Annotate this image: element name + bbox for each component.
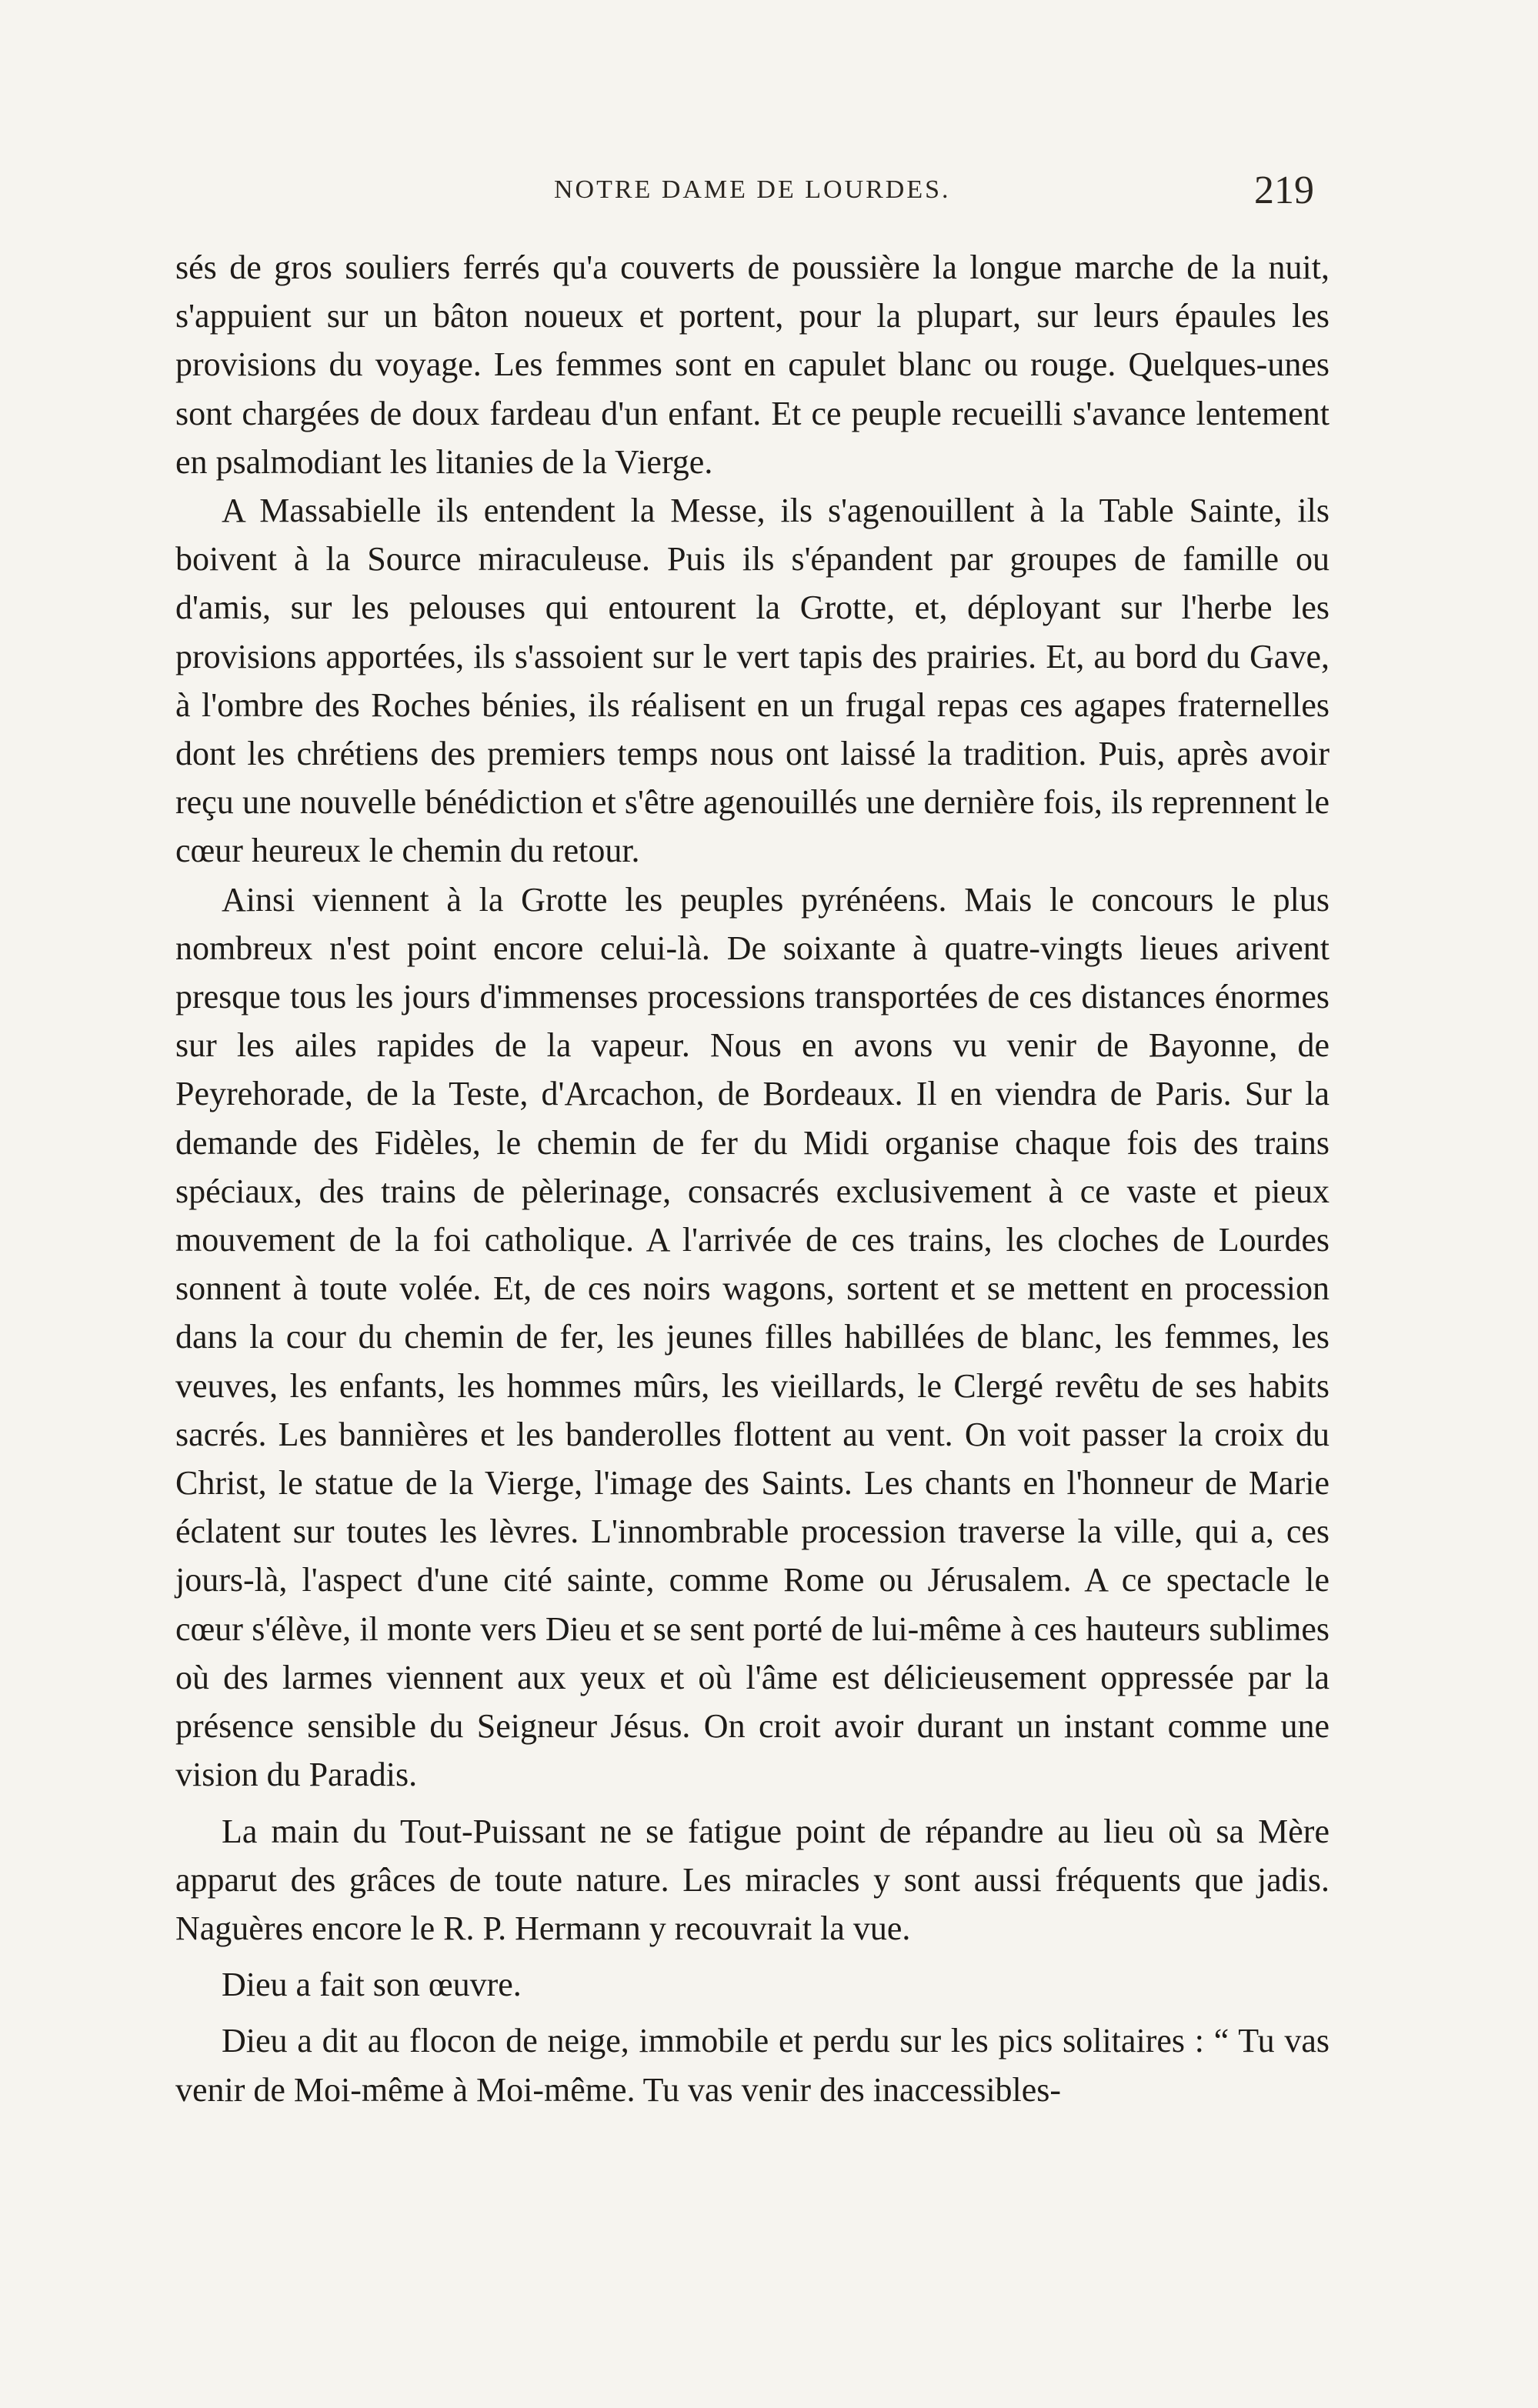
body-text bbox=[175, 243, 1329, 2114]
page-header bbox=[0, 168, 1538, 222]
paragraph-3: Ainsi viennent à la Grotte les peuples pyrénéens. Mais le concours le plus nombreux n'est point encore celui-là. De soixante à quatre-vingts lieues arivent presque tous les jours d'immenses processions transportées de ces distances énormes sur les ailes rapides de la vapeur. Nous en avons vu venir de Bayonne, de Peyrehorade, de la Teste, d'Arcachon, de Bordeaux. Il en viendra de Paris. Sur la demande des Fidèles, le chemin de fer du Midi organise chaque fois des trains spéciaux, des trains de pèlerinage, consacrés exclusivement à ce vaste et pieux mouvement de la foi catholique. A l'arrivée de ces trains, les cloches de Lourdes sonnent à toute volée. Et, de ces noirs wagons, sortent et se mettent en procession dans la cour du chemin de fer, les jeunes filles habillées de blanc, les femmes, les veuves, les enfants, les hommes mûrs, les vieillards, le Clergé revêtu de ses habits sacrés. Les bannières et les banderolles flottent au vent. On voit passer la croix du Christ, le statue de la Vierge, l'image des Saints. Les chants en l'honneur de Marie éclatent sur toutes les lèvres. L'innombrable procession traverse la ville, qui a, ces jours-là, l'aspect d'une cité sainte, comme Rome ou Jérusalem. A ce spectacle le cœur s'élève, il monte vers Dieu et se sent porté de lui-même à ces hauteurs sublimes où des larmes viennent aux yeux et où l'âme est délicieusement oppressée par la présence sensible du Seigneur Jésus. On croit avoir durant un instant comme une vision du Paradis. bbox=[175, 880, 1329, 1794]
paragraph-6: Dieu a dit au flocon de neige, immobile et perdu sur les pics solitaires : “ Tu vas venir de Moi-même à Moi-même. Tu vas venir des inaccessibles- bbox=[175, 2022, 1329, 2109]
paragraph-2: A Massabielle ils entendent la Messe, ils s'agenouillent à la Table Sainte, ils boivent à la Source miraculeuse. Puis ils s'épandent par groupes de famille ou d'amis, sur les pelouses qui entourent la Grotte, et, déployant sur l'herbe les provisions apportées, ils s'assoient sur le vert tapis des prairies. Et, au bord du Gave, à l'ombre des Roches bénies, ils réalisent en un frugal repas ces agapes fraternelles dont les chrétiens des premiers temps nous ont laissé la tradition. Puis, après avoir reçu une nouvelle bénédiction et s'être agenouillés une dernière fois, ils reprennent le cœur heureux le chemin du retour. bbox=[175, 492, 1329, 870]
paragraph-5: Dieu a fait son œuvre. bbox=[222, 1966, 522, 2004]
page-number: 219 bbox=[1254, 168, 1314, 212]
paragraph-4: La main du Tout-Puissant ne se fatigue point de répandre au lieu où sa Mère apparut des grâces de toute nature. Les miracles y sont aussi fréquents que jadis. Naguères encore le R. P. Hermann y recouvrait la vue. bbox=[175, 1812, 1329, 1947]
paragraph-1: sés de gros souliers ferrés qu'a couverts de poussière la longue marche de la nuit, s'appuient sur un bâton noueux et portent, pour la plupart, sur leurs épaules les provisions du voyage. Les femmes sont en capulet blanc ou rouge. Quelques-unes sont chargées de doux fardeau d'un enfant. Et ce peuple recueilli s'avance lentement en psalmodiant les litanies de la Vierge. bbox=[175, 248, 1329, 481]
running-title: NOTRE DAME DE LOURDES. bbox=[554, 175, 951, 204]
